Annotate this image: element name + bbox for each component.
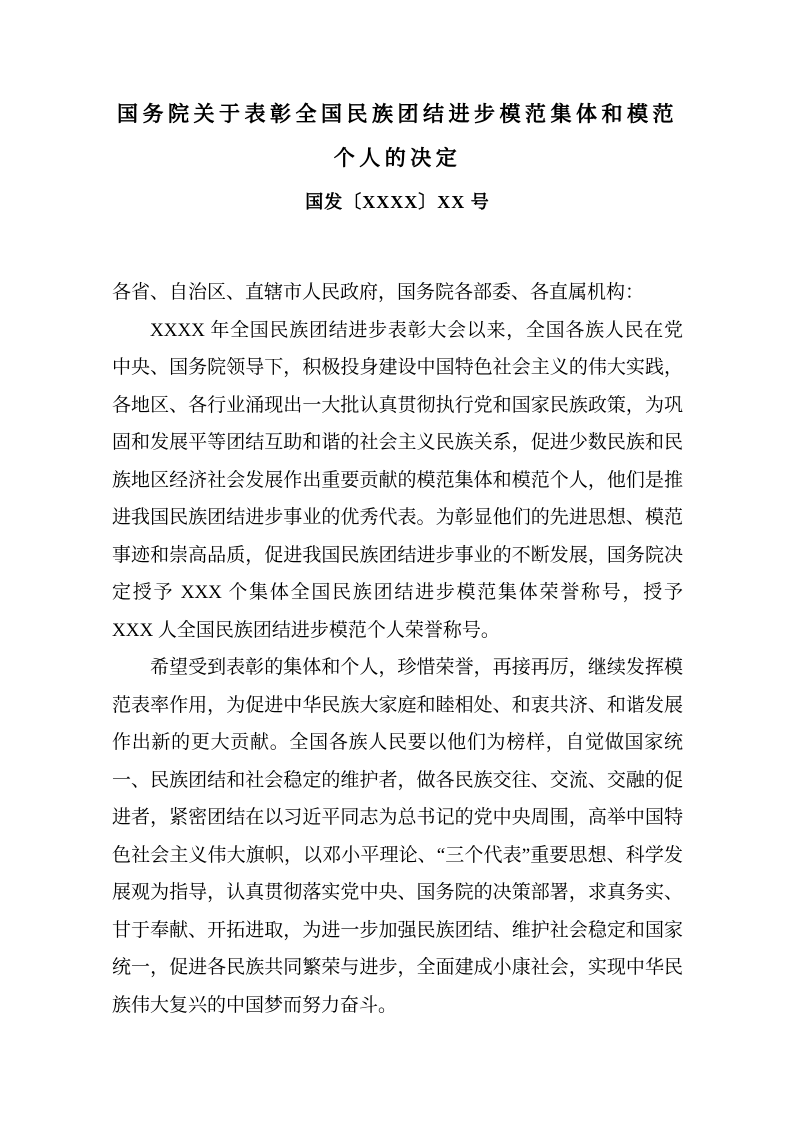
salutation-line: 各省、自治区、直辖市人民政府，国务院各部委、各直属机构： — [112, 282, 645, 303]
document-body — [112, 274, 683, 1024]
document-title: 国务院关于表彰全国民族团结进步模范集体和模范个人的决定 — [117, 102, 678, 170]
body-paragraph-2: 希望受到表彰的集体和个人，珍惜荣誉，再接再厉，继续发挥模范表率作用，为促进中华民族大家庭和睦相处、和衷共济、和谐发展作出新的更大贡献。全国各族人民要以他们为榜样，自觉做国家统一、民族团结和社会稳定的维护者，做各民族交往、交流、交融的促进者，紧密团结在以习近平同志为总书记的党中央周围，高举中国特色社会主义伟大旗帜，以邓小平理论、“三个代表”重要思想、科学发展观为指导，认真贯彻落实党中央、国务院的决策部署，求真务实、甘于奉献、开拓进取，为进一步加强民族团结、维护社会稳定和国家统一，促进各民族共同繁荣与进步，全面建成小康社会，实现中华民族伟大复兴的中国梦而努力奋斗。 — [112, 657, 683, 1016]
body-paragraph-1: XXXX 年全国民族团结进步表彰大会以来，全国各族人民在党中央、国务院领导下，积极投身建设中国特色社会主义的伟大实践，各地区、各行业涌现出一大批认真贯彻执行党和国家民族政策，为巩固和发展平等团结互助和谐的社会主义民族关系，促进少数民族和民族地区经济社会发展作出重要贡献的模范集体和模范个人，他们是推进我国民族团结进步事业的优秀代表。为彰显他们的先进思想、模范事迹和崇高品质，促进我国民族团结进步事业的不断发展，国务院决定授予 XXX 个集体全国民族团结进步模范集体荣誉称号，授予 XXX 人全国民族团结进步模范个人荣誉称号。 — [112, 319, 683, 641]
document-number: 国发〔XXXX〕XX 号 — [305, 192, 490, 212]
